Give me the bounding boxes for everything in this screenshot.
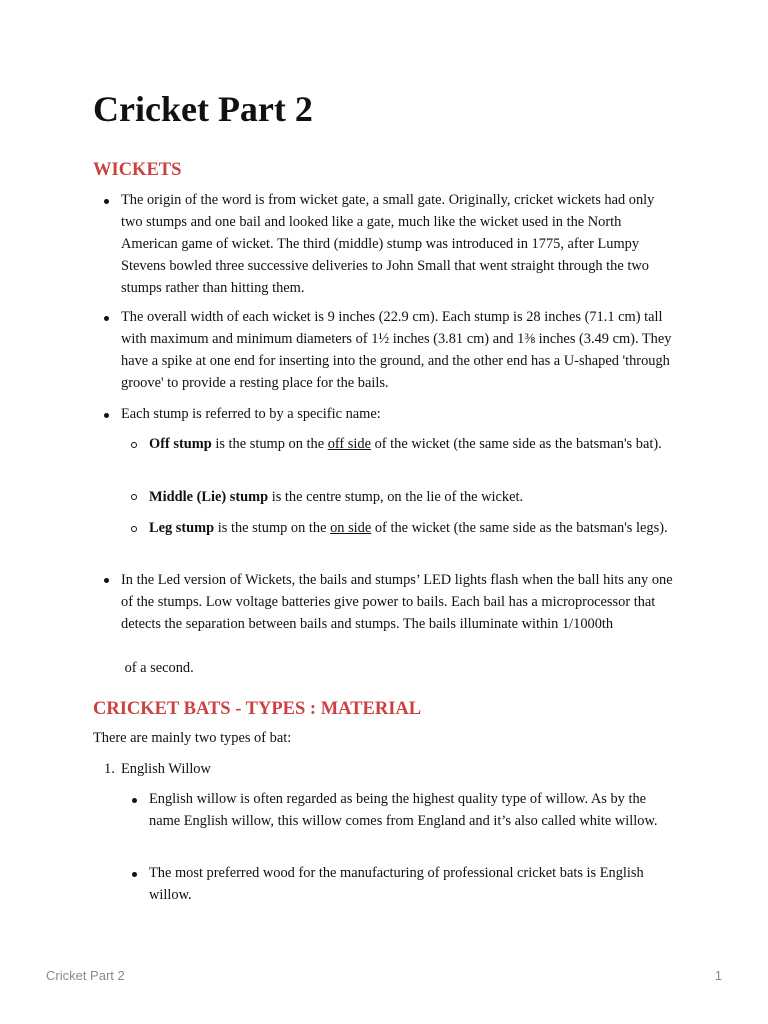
stump-item-leg — [149, 517, 677, 539]
section-heading-wickets: WICKETS — [93, 160, 182, 180]
bat-type-english-willow: English Willow — [121, 761, 211, 777]
bullet-circle-icon — [131, 442, 137, 448]
stump-desc-pre: is the stump on the — [211, 436, 328, 452]
stump-desc-pre: is the centre stump, on the lie of the wicket. — [268, 489, 524, 505]
list-number: 1. — [104, 761, 115, 777]
wickets-bullet-stump-names: Each stump is referred to by a specific name: — [121, 406, 381, 422]
bullet-disc-icon — [104, 316, 109, 321]
bats-intro: There are mainly two types of bat: — [93, 730, 292, 746]
bullet-disc-icon — [104, 199, 109, 204]
wickets-bullet-dimensions: The overall width of each wicket is 9 inches (22.9 cm). Each stump is 28 inches (71.1 cm) tall with maximum and minimum diameters of 1½ inches (3.81 cm) and 1⅜ inches (3.49 cm). They have a spike at one end for inserting into the ground, and the other end has a U-shaped 'through groove' to provide a resting place for the bails. — [121, 309, 672, 391]
page-title: Cricket Part 2 — [93, 89, 313, 129]
wickets-bullet-led: In the Led version of Wickets, the bails and stumps’ LED lights flash when the ball hits any one of the stumps. Low voltage batteries give power to bails. Each bail has a microprocessor that detects the separation between bails and stumps. The bails illuminate within 1/1000th — [121, 572, 673, 632]
bullet-disc-icon — [104, 578, 109, 583]
off-side-link[interactable]: off side — [327, 436, 371, 452]
on-side-link[interactable]: on side — [330, 520, 372, 536]
stump-name: Middle (Lie) stump — [149, 489, 269, 505]
stump-name: Leg stump — [149, 520, 215, 536]
bullet-disc-icon — [132, 872, 137, 877]
english-willow-bullet-preferred: The most preferred wood for the manufacturing of professional cricket bats is English willow. — [149, 865, 644, 903]
stump-desc-post: of the wicket (the same side as the batsman's bat). — [371, 436, 662, 452]
stump-desc-post: of the wicket (the same side as the batsman's legs). — [371, 520, 668, 536]
stump-name: Off stump — [149, 436, 212, 452]
bullet-disc-icon — [132, 798, 137, 803]
stump-item-middle — [149, 486, 677, 508]
section-heading-cricket-bats: CRICKET BATS - TYPES : MATERIAL — [93, 699, 422, 719]
footer-page-number: 1 — [714, 968, 722, 983]
bullet-circle-icon — [131, 526, 137, 532]
stump-item-off — [149, 433, 677, 455]
footer-title: Cricket Part 2 — [46, 968, 125, 983]
bullet-circle-icon — [131, 494, 137, 500]
bullet-disc-icon — [104, 413, 109, 418]
english-willow-bullet-quality: English willow is often regarded as being the highest quality type of willow. As by the name English willow, this willow comes from England and it’s also called white willow. — [149, 791, 658, 829]
wickets-bullet-led-continuation: of a second. — [121, 660, 194, 676]
stump-desc-pre: is the stump on the — [214, 520, 331, 536]
wickets-bullet-origin: The origin of the word is from wicket gate, a small gate. Originally, cricket wickets had only two stumps and one bail and looked like a gate, much like the wicket used in the North American game of wicket. The third (middle) stump was introduced in 1775, after Lumpy Stevens bowled three successive deliveries to John Small that went straight through the two stumps rather than hitting them. — [121, 192, 655, 296]
